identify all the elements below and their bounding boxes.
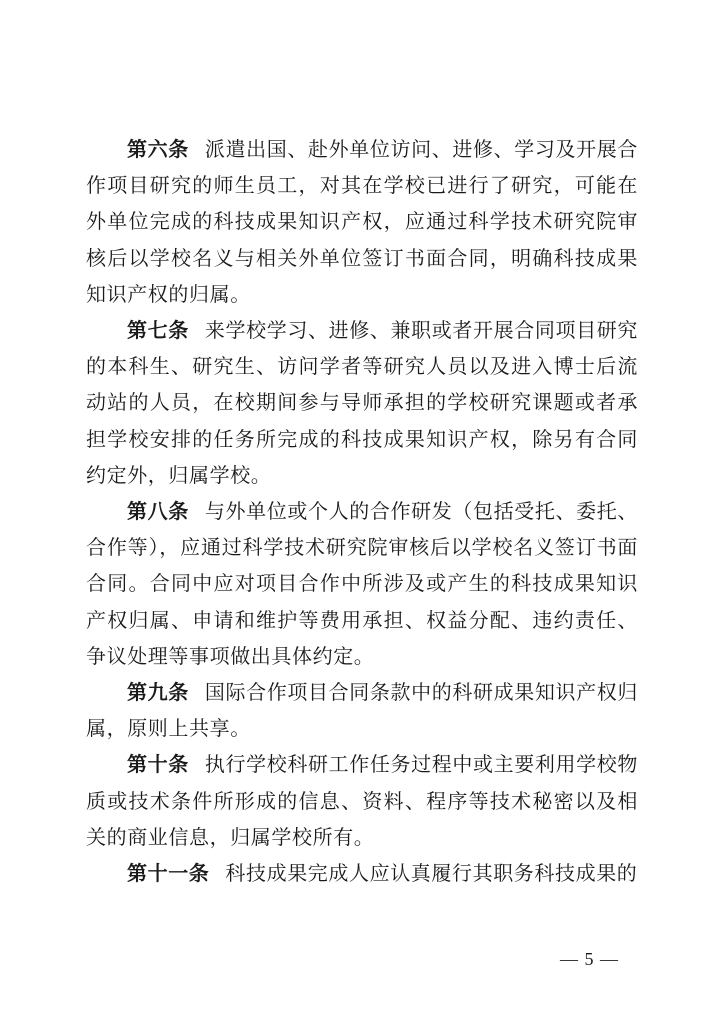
- article-11: [86, 855, 638, 891]
- article-text: 执行学校科研工作任务过程中或主要利用学校物质或技术条件所形成的信息、资料、程序等技术秘密以及相关的商业信息，归属学校所有。: [86, 752, 638, 849]
- article-7: [86, 312, 638, 493]
- article-6: [86, 131, 638, 312]
- page-number: — 5 —: [560, 949, 619, 969]
- article-text: 派遣出国、赴外单位访问、进修、学习及开展合作项目研究的师生员工，对其在学校已进行了研究，可能在外单位完成的科技成果知识产权，应通过科学技术研究院审核后以学校名义与相关外单位签订书面合同，明确科技成果知识产权的归属。: [86, 137, 638, 306]
- article-text: 科技成果完成人应认真履行其职务科技成果的: [225, 861, 638, 886]
- article-heading: 第十条: [127, 752, 189, 777]
- article-9: [86, 674, 638, 746]
- article-text: 来学校学习、进修、兼职或者开展合同项目研究的本科生、研究生、访问学者等研究人员以及进入博士后流动站的人员，在校期间参与导师承担的学校研究课题或者承担学校安排的任务所完成的科技成果知识产权，除另有合同约定外，归属学校。: [86, 318, 638, 487]
- article-text: 国际合作项目合同条款中的科研成果知识产权归属，原则上共享。: [86, 680, 638, 741]
- article-10: [86, 746, 638, 855]
- document-page: [86, 131, 638, 891]
- article-heading: 第七条: [127, 318, 189, 343]
- article-8: [86, 493, 638, 674]
- article-heading: 第八条: [127, 499, 189, 524]
- article-text: 与外单位或个人的合作研发（包括受托、委托、合作等），应通过科学技术研究院审核后以学校名义签订书面合同。合同中应对项目合作中所涉及或产生的科技成果知识产权归属、申请和维护等费用承担、权益分配、违约责任、争议处理等事项做出具体约定。: [86, 499, 638, 668]
- article-heading: 第十一条: [127, 861, 210, 886]
- article-heading: 第六条: [127, 137, 189, 161]
- article-heading: 第九条: [127, 680, 189, 705]
